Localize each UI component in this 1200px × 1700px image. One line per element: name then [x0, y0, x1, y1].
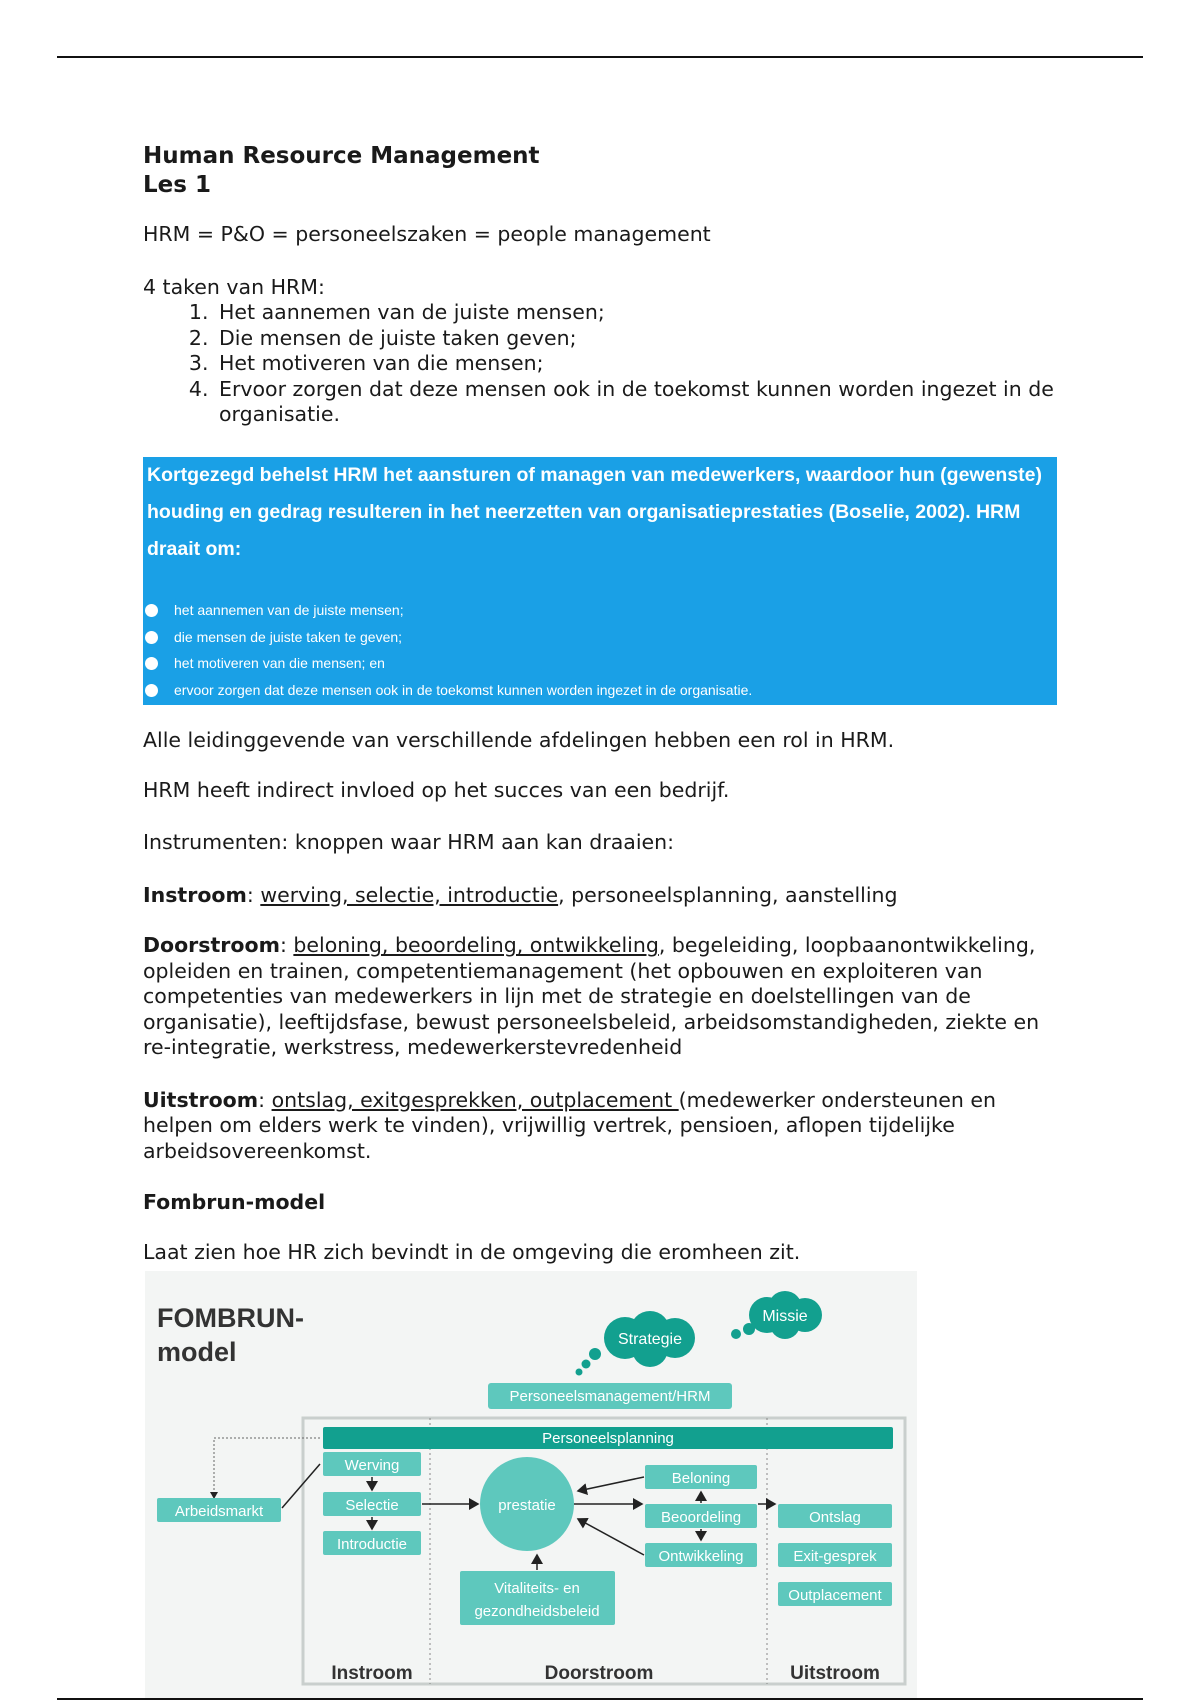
svg-text:Beloning: Beloning: [671, 1470, 731, 1487]
highlight-bullets: [143, 597, 752, 703]
strategie-label: Strategie: [617, 1331, 683, 1348]
fombrun-figure: [145, 1271, 917, 1700]
svg-text:prestatie: prestatie: [498, 1497, 556, 1514]
uitstroom-key-terms: ontslag, exitgesprekken, outplacement: [271, 1087, 679, 1112]
svg-text:Exit-gesprek: Exit-gesprek: [793, 1548, 877, 1565]
document-body: [143, 142, 1063, 428]
document-body-continued: [143, 728, 1063, 1289]
bullet-icon: [145, 631, 158, 644]
svg-text:Beoordeling: Beoordeling: [660, 1509, 742, 1526]
svg-text:gezondheidsbeleid: gezondheidsbeleid: [474, 1603, 600, 1620]
hrm-equation: HRM = P&O = personeelszaken = people management: [143, 222, 711, 246]
para-instroom: Instroom: werving, selectie, introductie, personeelsplanning, aanstelling: [143, 882, 898, 907]
svg-text:Personeelsplanning: Personeelsplanning: [542, 1430, 674, 1447]
svg-text:Selectie: Selectie: [345, 1497, 399, 1514]
figure-title-line1: FOMBRUN-: [157, 1303, 304, 1333]
highlight-intro: Kortgezegd behelst HRM het aansturen of managen van medewerkers, waardoor hun (gewenste) houding en gedrag resulteren in het neerzetten van organisatieprestaties (Boselie, 2002). HRM draait om:: [147, 464, 1043, 560]
document-title: Human Resource Management: [143, 143, 540, 169]
highlight-box: [143, 457, 1057, 705]
bullet-icon: [145, 684, 158, 697]
svg-text:Ontslag: Ontslag: [809, 1509, 861, 1526]
column-label-doorstroom: Doorstroom: [544, 1663, 654, 1684]
lesson-heading: Les 1: [143, 172, 211, 198]
svg-text:Werving: Werving: [344, 1457, 400, 1474]
fombrun-heading: Fombrun-model: [143, 1190, 326, 1214]
task-item: 2. Die mensen de juiste taken geven;: [215, 326, 1063, 352]
svg-text:Personeelsmanagement/HRM: Personeelsmanagement/HRM: [509, 1388, 711, 1405]
svg-text:Vitaliteits- en: Vitaliteits- en: [494, 1580, 580, 1597]
highlight-bullet: die mensen de juiste taken te geven;: [143, 624, 752, 651]
svg-text:Ontwikkeling: Ontwikkeling: [658, 1548, 744, 1565]
para-leaders: Alle leidinggevende van verschillende afdelingen hebben een rol in HRM.: [143, 728, 895, 752]
strategie-cloud: [604, 1311, 695, 1367]
bullet-icon: [145, 604, 158, 617]
top-rule: [57, 56, 1143, 58]
svg-text:Outplacement: Outplacement: [788, 1587, 882, 1604]
para-indirect: HRM heeft indirect invloed op het succes van een bedrijf.: [143, 777, 730, 802]
task-item: 1. Het aannemen van de juiste mensen;: [215, 300, 1063, 326]
doorstroom-label: Doorstroom: [143, 933, 280, 957]
tasks-list: [143, 300, 1063, 428]
bullet-icon: [145, 657, 158, 670]
para-instruments: Instrumenten: knoppen waar HRM aan kan draaien:: [143, 830, 675, 854]
task-item: 4. Ervoor zorgen dat deze mensen ook in de toekomst kunnen worden ingezet in de organisatie.: [215, 377, 1063, 428]
fombrun-description: Laat zien hoe HR zich bevindt in de omgeving die eromheen zit.: [143, 1239, 801, 1264]
para-doorstroom: Doorstroom: beloning, beoordeling, ontwikkeling, begeleiding, loopbaanontwikkeling, opleiden en trainen, competentiemanagement (het opbouwen en exploiteren van competenties van medewerkers in lijn met de strategie en doelstellingen van de organisatie), leeftijdsfase, bewust personeelsbeleid, arbeidsomstandigheden, ziekte en re-integratie, werkstress, medewerkerstevredenheid: [143, 933, 1040, 1059]
svg-text:Introductie: Introductie: [336, 1536, 408, 1553]
doorstroom-key-terms: beloning, beoordeling, ontwikkeling: [293, 933, 659, 957]
column-label-uitstroom: Uitstroom: [790, 1663, 880, 1684]
highlight-bullet: het aannemen van de juiste mensen;: [143, 597, 752, 624]
missie-label: Missie: [762, 1308, 808, 1325]
uitstroom-label: Uitstroom: [143, 1087, 259, 1112]
task-item: 3. Het motiveren van die mensen;: [215, 351, 1063, 377]
para-uitstroom: Uitstroom: ontslag, exitgesprekken, outplacement (medewerker ondersteunen en helpen om elders werk te vinden), vrijwillig vertrek, pensioen, aflopen tijdelijke arbeidsovereenkomst.: [143, 1087, 996, 1163]
missie-cloud: [749, 1291, 822, 1339]
svg-text:Arbeidsmarkt: Arbeidsmarkt: [174, 1503, 264, 1520]
figure-title-line2: model: [157, 1337, 237, 1367]
highlight-bullet: het motiveren van die mensen; en: [143, 650, 752, 677]
highlight-bullet: ervoor zorgen dat deze mensen ook in de toekomst kunnen worden ingezet in de organisatie.: [143, 677, 752, 704]
instroom-key-terms: werving, selectie, introductie: [260, 882, 559, 907]
column-label-instroom: Instroom: [331, 1663, 413, 1684]
tasks-lead: 4 taken van HRM:: [143, 274, 325, 299]
instroom-label: Instroom: [143, 882, 247, 907]
